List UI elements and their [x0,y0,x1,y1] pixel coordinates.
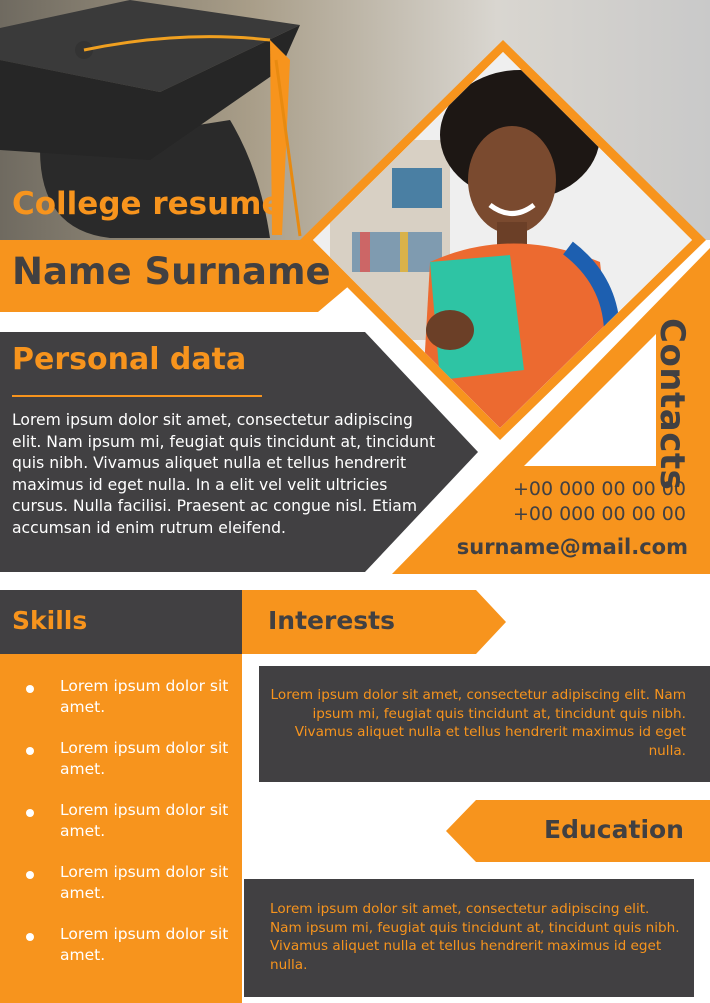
resume-type-title: College resume [12,186,283,222]
education-text: Lorem ipsum dolor sit amet, consectetur adipiscing elit. Nam ipsum mi, feugiat quis tincidunt at, tincidunt quis nibh. Vivamus aliquet nulla et tellus hendrerit maximus id eget nulla. [270,901,680,973]
list-item [0,738,240,800]
education-heading: Education [544,815,684,844]
personal-data-heading: Personal data [12,342,247,377]
skill-text: Lorem ipsum dolor sit amet. [60,739,229,778]
candidate-name: Name Surname [12,250,331,293]
list-item [0,924,240,986]
skills-list [0,676,240,986]
skill-text: Lorem ipsum dolor sit amet. [60,677,229,716]
skill-text: Lorem ipsum dolor sit amet. [60,801,229,840]
phone-number-1: +00 000 00 00 00 [512,478,686,500]
interests-text: Lorem ipsum dolor sit amet, consectetur adipiscing elit. Nam ipsum mi, feugiat quis tincidunt at, tincidunt quis nibh. Vivamus aliquet nulla et tellus hendrerit maximus id eget nulla. [270,687,686,759]
skill-text: Lorem ipsum dolor sit amet. [60,925,229,964]
skill-text: Lorem ipsum dolor sit amet. [60,863,229,902]
bullet-icon [26,933,34,941]
list-item [0,800,240,862]
list-item [0,676,240,738]
phone-number-2: +00 000 00 00 00 [512,503,686,525]
bullet-icon [26,747,34,755]
interests-heading: Interests [268,606,396,635]
list-item [0,862,240,924]
personal-data-text: Lorem ipsum dolor sit amet, consectetur adipiscing elit. Nam ipsum mi, feugiat quis tincidunt at, tincidunt quis nibh. Vivamus aliquet nulla et tellus hendrerit maximus id eget nulla. In a elit vel velit ultricies cursus. Nulla facilisi. Praesent ac congue nisl. Etiam accumsan id enim rutrum eleifend. [12,411,436,537]
email-address: surname@mail.com [456,535,688,559]
bullet-icon [26,809,34,817]
skills-heading: Skills [12,606,88,635]
bullet-icon [26,871,34,879]
bullet-icon [26,685,34,693]
contacts-heading: Contacts [652,318,692,491]
